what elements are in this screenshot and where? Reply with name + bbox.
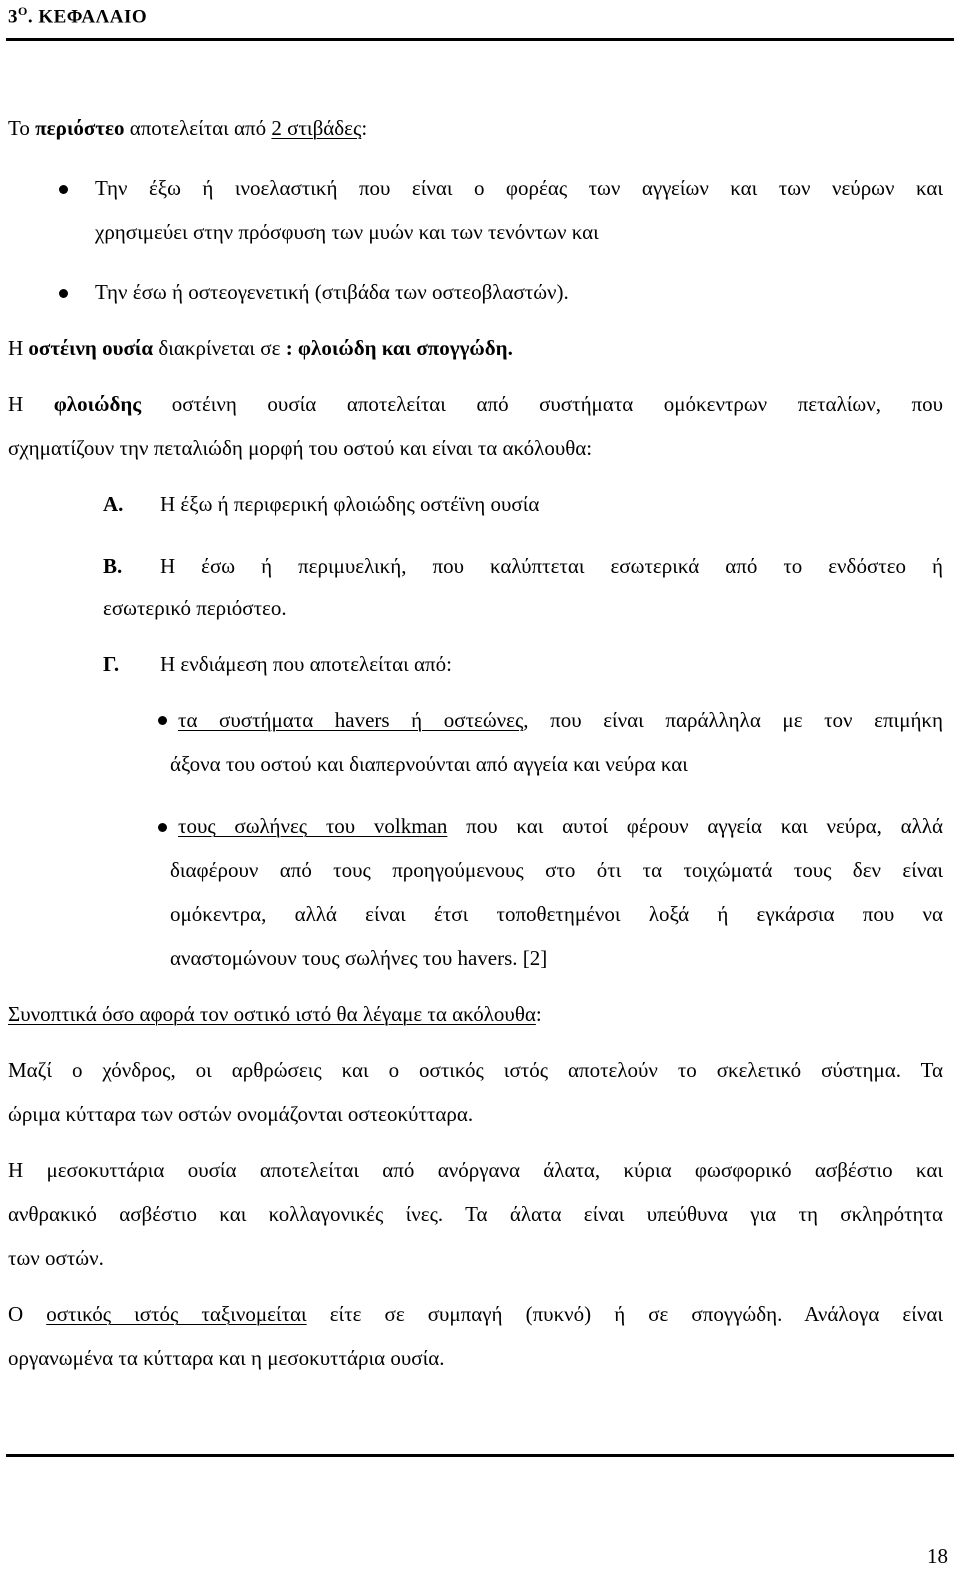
- sub-bullet-dot: [158, 716, 167, 725]
- bullet-dot: [59, 185, 68, 194]
- sub-bullet-2-line-4: αναστομώνουν τους σωλήνες του havers. [2]: [170, 946, 548, 970]
- para-2-line-3: των οστών.: [8, 1246, 104, 1270]
- page-number: 18: [927, 1544, 948, 1568]
- para-3-line-1: Ο οστικός ιστός ταξινομείται είτε σε συμπαγή (πυκνό) ή σε σπογγώδη. Ανάλογα είναι: [8, 1302, 943, 1326]
- header-rule: [6, 38, 954, 41]
- sub-bullet-1-line-1: τα συστήματα havers ή οστεώνες, που είναι παράλληλα με τον επιμήκη: [178, 708, 944, 732]
- sub-bullet-2-line-2: διαφέρουν από τους προηγούμενους στο ότι τα τοιχώματά τους δεν είναι: [170, 858, 943, 882]
- sub-bullet-dot: [158, 823, 167, 832]
- floiodis-line-1: Η φλοιώδης οστέινη ουσία αποτελείται από συστήματα ομόκεντρων πεταλίων, που: [8, 392, 943, 416]
- intro-paragraph: Το περιόστεο αποτελείται από 2 στιβάδες:: [8, 116, 368, 140]
- sub-bullet-2-line-1: τους σωλήνες του volkman που και αυτοί φέρουν αγγεία και νεύρα, αλλά: [178, 814, 944, 838]
- item-b-text-1: Η έσω ή περιμυελική, που καλύπτεται εσωτερικά από το ενδόστεο ή: [160, 554, 943, 578]
- sub-bullet-2-line-3: ομόκεντρα, αλλά είναι έτσι τοποθετημένοι λοξά ή εγκάρσια που να: [170, 902, 943, 926]
- floiodis-line-2: σχηματίζουν την πεταλιώδη μορφή του οστού και είναι τα ακόλουθα:: [8, 436, 593, 460]
- item-a-text: Η έξω ή περιφερική φλοιώδης οστέϊνη ουσία: [160, 492, 540, 516]
- summary-heading: Συνοπτικά όσο αφορά τον οστικό ιστό θα λέγαμε τα ακόλουθα:: [8, 1002, 542, 1026]
- para-2-line-1: Η μεσοκυττάρια ουσία αποτελείται από ανόργανα άλατα, κύρια φωσφορικό ασβέστιο και: [8, 1158, 943, 1182]
- item-a-label: Α.: [103, 492, 124, 516]
- bullet-2-line: Την έσω ή οστεογενετική (στιβάδα των οστεοβλαστών).: [95, 280, 569, 304]
- footer-rule: [6, 1454, 954, 1457]
- item-g-text: Η ενδιάμεση που αποτελείται από:: [160, 652, 452, 676]
- bullet-1-line-2: χρησιμεύει στην πρόσφυση των μυών και των τενόντων και: [95, 220, 599, 244]
- para-3-line-2: οργανωμένα τα κύτταρα και η μεσοκυττάρια ουσία.: [8, 1346, 445, 1370]
- bullet-1-line-1: Την έξω ή ινοελαστική που είναι ο φορέας των αγγείων και των νεύρων και: [95, 176, 943, 200]
- para-1-line-1: Μαζί ο χόνδρος, οι αρθρώσεις και ο οστικός ιστός αποτελούν το σκελετικό σύστημα. Τα: [8, 1058, 943, 1082]
- osteini-ousia-paragraph: Η οστέινη ουσία διακρίνεται σε : φλοιώδη και σπογγώδη.: [8, 336, 513, 360]
- bullet-dot: [59, 289, 68, 298]
- item-b-label: Β.: [103, 554, 123, 578]
- sub-bullet-1-line-2: άξονα του οστού και διαπερνούνται από αγγεία και νεύρα και: [170, 752, 688, 776]
- para-2-line-2: ανθρακικό ασβέστιο και κολλαγονικές ίνες. Τα άλατα είναι υπεύθυνα για τη σκληρότητα: [8, 1202, 943, 1226]
- item-b-text-2: εσωτερικό περιόστεο.: [103, 596, 287, 620]
- para-1-line-2: ώριμα κύτταρα των οστών ονομάζονται οστεοκύτταρα.: [8, 1102, 474, 1126]
- chapter-header: $3^O$. ΚΕΦΑΛΑΙΟ: [8, 4, 148, 28]
- item-g-label: Γ.: [103, 652, 120, 676]
